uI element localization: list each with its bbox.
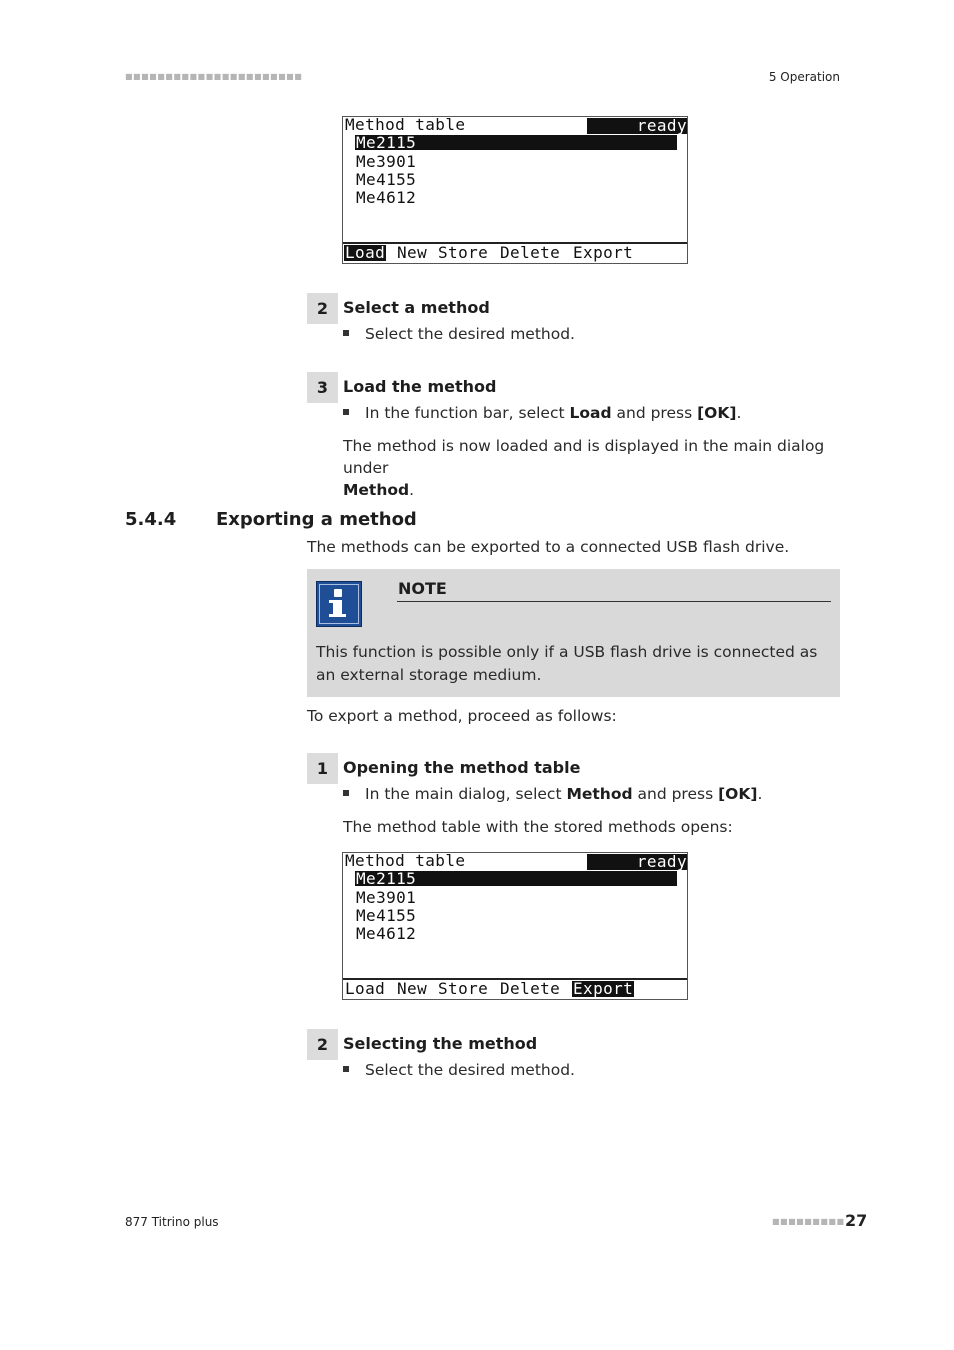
note-text: This function is possible only if a USB flash drive is connected as an external storage medium. (316, 643, 818, 684)
step-title: Selecting the method (343, 1034, 538, 1053)
step-bullet: In the function bar, select Load and press [OK]. (343, 404, 741, 422)
function-export[interactable]: Export (573, 243, 634, 262)
step-title: Select a method (343, 298, 490, 317)
method-list-item[interactable]: Me4155 (356, 170, 417, 189)
step-number: 1 (307, 753, 338, 784)
method-list-item[interactable]: Me4155 (356, 906, 417, 925)
function-store[interactable]: Store (438, 979, 489, 998)
step-result-text: The method is now loaded and is displayed in the main dialog under Method. (343, 437, 825, 499)
lcd-status: ready (587, 854, 687, 870)
section-title: Exporting a method (216, 509, 417, 530)
method-list-item-selected[interactable]: Me2115 (355, 871, 677, 886)
step-title: Opening the method table (343, 758, 581, 777)
note-box (307, 569, 840, 697)
function-bar (343, 978, 687, 999)
method-list (355, 135, 677, 207)
export-intro: To export a method, proceed as follows: (307, 707, 617, 725)
header-decoration: ■■■■■■■■■■■■■■■■■■■■■■ (125, 72, 303, 81)
function-delete[interactable]: Delete (500, 243, 561, 262)
lcd-status: ready (587, 118, 687, 134)
section-number: 5.4.4 (125, 509, 177, 530)
function-load[interactable]: Load (345, 243, 386, 262)
bullet-square-icon (343, 1066, 349, 1072)
header-section-title: 5 Operation (768, 70, 840, 84)
step-number: 2 (307, 1029, 338, 1060)
function-new[interactable]: New (397, 243, 428, 262)
footer-decoration: ■■■■■■■■■ (772, 1217, 845, 1226)
function-bar (343, 242, 687, 263)
step-number: 3 (307, 372, 338, 403)
step-result-text: The method table with the stored methods opens: (343, 818, 733, 836)
function-store[interactable]: Store (438, 243, 489, 262)
function-delete[interactable]: Delete (500, 979, 561, 998)
lcd-title: Method table (345, 115, 466, 134)
section-intro: The methods can be exported to a connected USB flash drive. (307, 538, 790, 556)
function-new[interactable]: New (397, 979, 428, 998)
function-load[interactable]: Load (345, 979, 386, 998)
step-bullet: Select the desired method. (343, 1061, 575, 1079)
info-icon (316, 581, 362, 627)
lcd-screen-load (342, 116, 688, 264)
lcd-title: Method table (345, 851, 466, 870)
step-bullet: Select the desired method. (343, 325, 575, 343)
footer-product-name: 877 Titrino plus (125, 1215, 219, 1229)
note-divider (397, 601, 831, 602)
function-export[interactable]: Export (573, 979, 634, 998)
bullet-square-icon (343, 409, 349, 415)
note-title: NOTE (398, 579, 447, 598)
method-list-item-selected[interactable]: Me2115 (355, 135, 677, 150)
step-title: Load the method (343, 377, 497, 396)
lcd-screen-export (342, 852, 688, 1000)
method-list-item[interactable]: Me3901 (356, 152, 417, 171)
step-number: 2 (307, 293, 338, 324)
method-list-item[interactable]: Me4612 (356, 924, 417, 943)
method-list-item[interactable]: Me3901 (356, 888, 417, 907)
step-bullet: In the main dialog, select Method and press [OK]. (343, 785, 762, 803)
page-number: 27 (845, 1211, 868, 1230)
bullet-square-icon (343, 790, 349, 796)
bullet-square-icon (343, 330, 349, 336)
method-list-item[interactable]: Me4612 (356, 188, 417, 207)
method-list (355, 871, 677, 943)
